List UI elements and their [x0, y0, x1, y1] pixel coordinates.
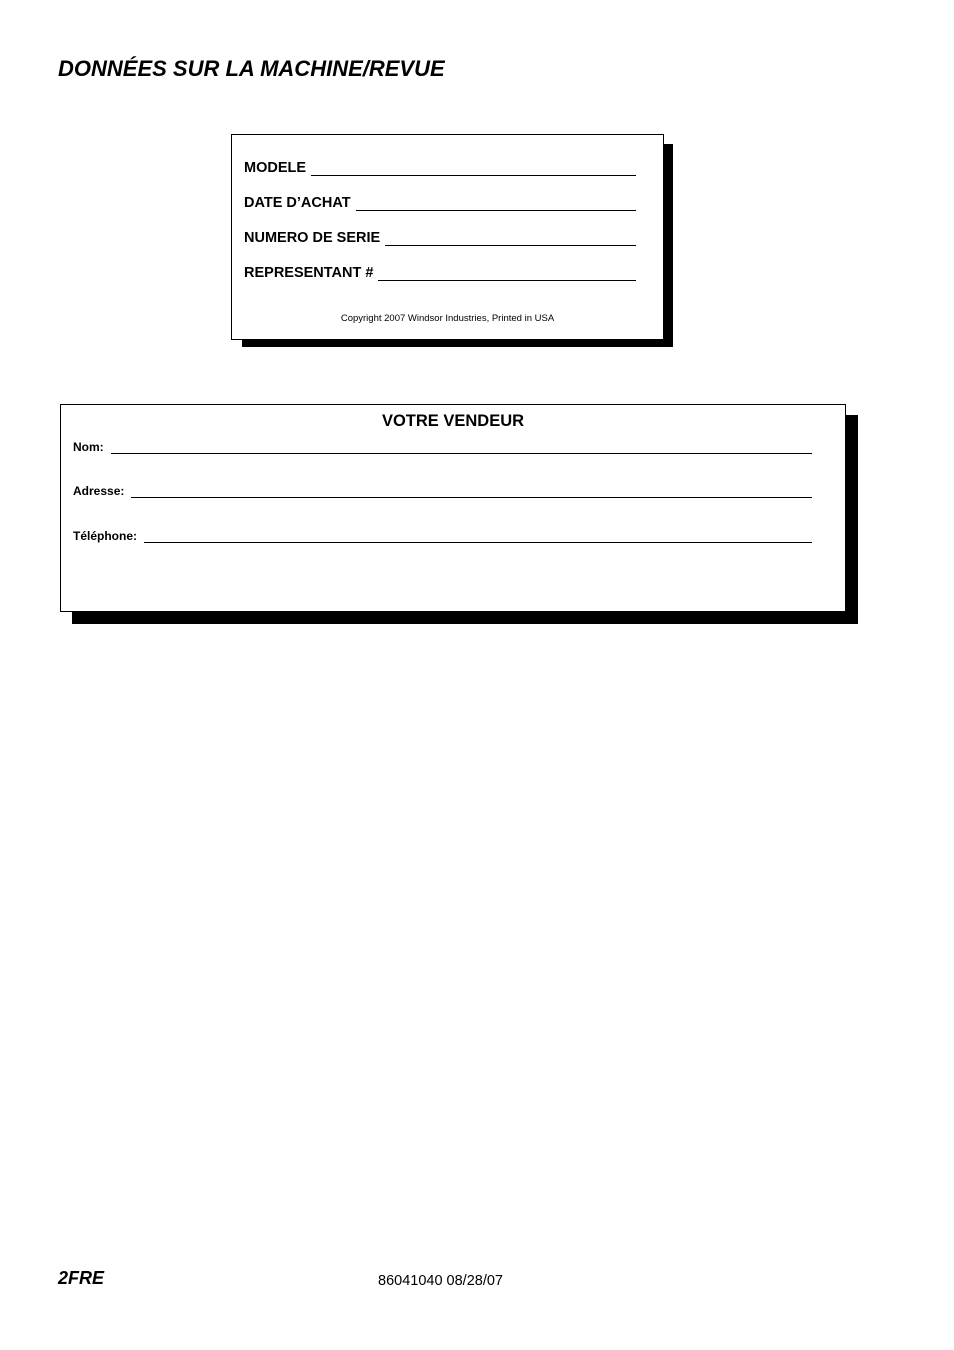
dealer-name-field[interactable] [73, 440, 812, 454]
dealer-name-label: Nom: [73, 440, 104, 454]
page-title: DONNÉES SUR LA MACHINE/REVUE [58, 56, 445, 81]
dealer-box [60, 404, 846, 612]
model-field[interactable] [244, 160, 636, 176]
dealer-phone-field[interactable] [73, 529, 812, 543]
dealer-phone-line[interactable] [144, 530, 812, 543]
serial-number-label: NUMERO DE SERIE [244, 230, 381, 246]
representative-label: REPRESENTANT # [244, 265, 374, 281]
serial-number-field[interactable] [244, 230, 636, 246]
document-reference: 86041040 08/28/07 [378, 1273, 503, 1289]
serial-number-line[interactable] [385, 231, 636, 246]
model-line[interactable] [311, 161, 636, 176]
dealer-address-line[interactable] [131, 485, 812, 498]
copyright-notice: Copyright 2007 Windsor Industries, Printed in USA [340, 313, 555, 324]
purchase-date-line[interactable] [356, 196, 636, 211]
page-number: 2FRE [58, 1268, 105, 1288]
representative-line[interactable] [378, 266, 636, 281]
dealer-name-line[interactable] [111, 441, 812, 454]
model-label: MODELE [244, 160, 307, 176]
dealer-phone-label: Téléphone: [73, 529, 138, 543]
purchase-date-field[interactable] [244, 195, 636, 211]
dealer-address-label: Adresse: [73, 484, 125, 498]
representative-field[interactable] [244, 265, 636, 281]
dealer-address-field[interactable] [73, 484, 812, 498]
dealer-title: VOTRE VENDEUR [381, 412, 525, 430]
machine-data-box [231, 134, 664, 340]
purchase-date-label: DATE D’ACHAT [244, 195, 351, 211]
